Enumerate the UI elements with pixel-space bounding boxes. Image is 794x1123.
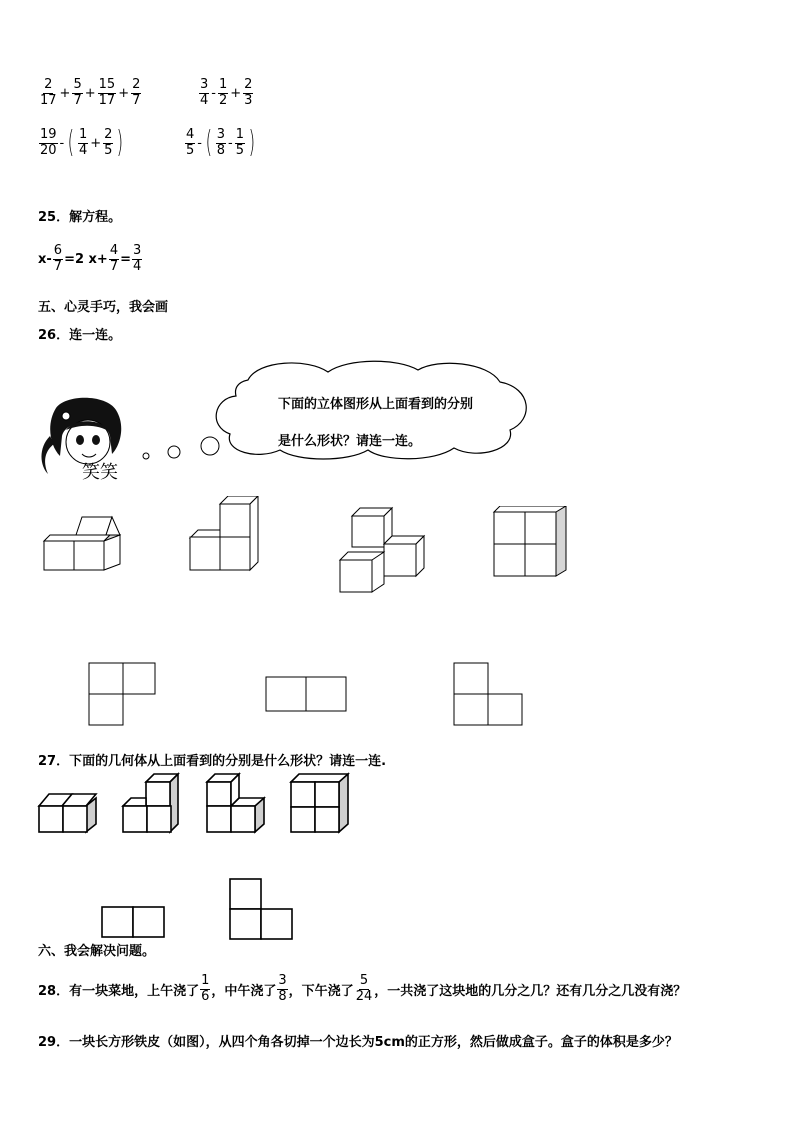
operator: + (90, 135, 102, 151)
q27-solid-2 (120, 772, 184, 836)
fraction: $\frac{1}{4}$ (78, 127, 88, 158)
right-paren: ) (248, 125, 256, 161)
fraction: $\frac{1}{2}$ (218, 77, 228, 108)
q28-text: 28．有一块菜地，上午浇了 $\frac{1}{6}$ ，中午浇了 $\frac{3}{8}$ ，下午浇了 $\frac{5}{24}$ ，一共浇了这块地的几分之几？还有几分之几没有浇？ (38, 973, 687, 1004)
top-view-2 (263, 674, 349, 714)
fraction: $\frac{4}{7}$ (109, 243, 119, 274)
top-view-1 (86, 660, 158, 728)
fraction: $\frac{5}{7}$ (73, 77, 82, 108)
section-6-heading: 六、我会解决问题。 (38, 944, 156, 959)
q27-solid-3 (204, 772, 270, 836)
fraction: $\frac{2}{5}$ (104, 127, 113, 158)
q25-title: 25．解方程。 (38, 210, 122, 225)
fraction: $\frac{4}{5}$ (186, 127, 195, 158)
fraction: $\frac{19}{20}$ (40, 127, 57, 158)
girl-name: 笑笑 (82, 462, 118, 483)
fraction: $\frac{1}{5}$ (235, 127, 244, 158)
fraction: $\frac{2}{17}$ (40, 77, 57, 108)
left-paren: ( (205, 125, 213, 161)
expression-1 (38, 78, 142, 109)
solid-figure-3 (336, 506, 428, 594)
q27-title: 27．下面的几何体从上面看到的分别是什么形状？请连一连. (38, 754, 387, 769)
fraction: $\frac{3}{8}$ (278, 973, 287, 1004)
fraction: $\frac{5}{24}$ (355, 973, 373, 1004)
q27-solid-4 (288, 772, 354, 836)
fraction: $\frac{3}{8}$ (216, 127, 225, 158)
operator: + (59, 85, 71, 101)
operator: - (197, 135, 202, 151)
solid-figure-2 (186, 496, 266, 572)
operator: + (84, 85, 96, 101)
top-view-3 (451, 660, 527, 728)
fraction: $\frac{2}{3}$ (244, 77, 253, 108)
fraction: $\frac{1}{6}$ (201, 973, 210, 1004)
fraction: $\frac{6}{7}$ (53, 243, 63, 274)
expression-3 (38, 125, 126, 161)
solid-figure-1 (40, 512, 126, 574)
right-paren: ) (117, 125, 124, 161)
expression-4 (184, 125, 258, 161)
section-5-heading: 五、心灵手巧，我会画 (38, 300, 169, 315)
thought-bubble (138, 358, 538, 466)
q26-title: 26．连一连。 (38, 328, 122, 343)
q25-equation: x- $\frac{6}{7}$ =2 x+ $\frac{4}{7}$ = $\frac{3}{4}$ (38, 243, 142, 274)
fraction: $\frac{3}{4}$ (133, 243, 142, 274)
q27-solid-1 (36, 788, 102, 836)
q27-top-view-2 (227, 876, 297, 942)
bubble-text-line-2: 是什么形状？请连一连。 (278, 434, 422, 449)
operator: + (118, 85, 130, 101)
q29-text: 29．一块长方形铁皮（如图），从四个角各切掉一个边长为5cm的正方形，然后做成盒子。盒子的体积是多少？ (38, 1035, 678, 1050)
operator: - (211, 85, 216, 101)
fraction: $\frac{3}{4}$ (200, 77, 209, 108)
operator: + (230, 85, 242, 101)
expression-2 (198, 78, 254, 109)
fraction: $\frac{15}{17}$ (98, 77, 116, 108)
left-paren: ( (67, 125, 75, 161)
operator: - (59, 135, 65, 151)
q27-top-view-1 (99, 904, 169, 940)
solid-figure-4 (490, 506, 570, 578)
fraction: $\frac{2}{7}$ (132, 77, 141, 108)
bubble-text-line-1: 下面的立体图形从上面看到的分别 (278, 397, 474, 412)
operator: - (227, 135, 233, 151)
